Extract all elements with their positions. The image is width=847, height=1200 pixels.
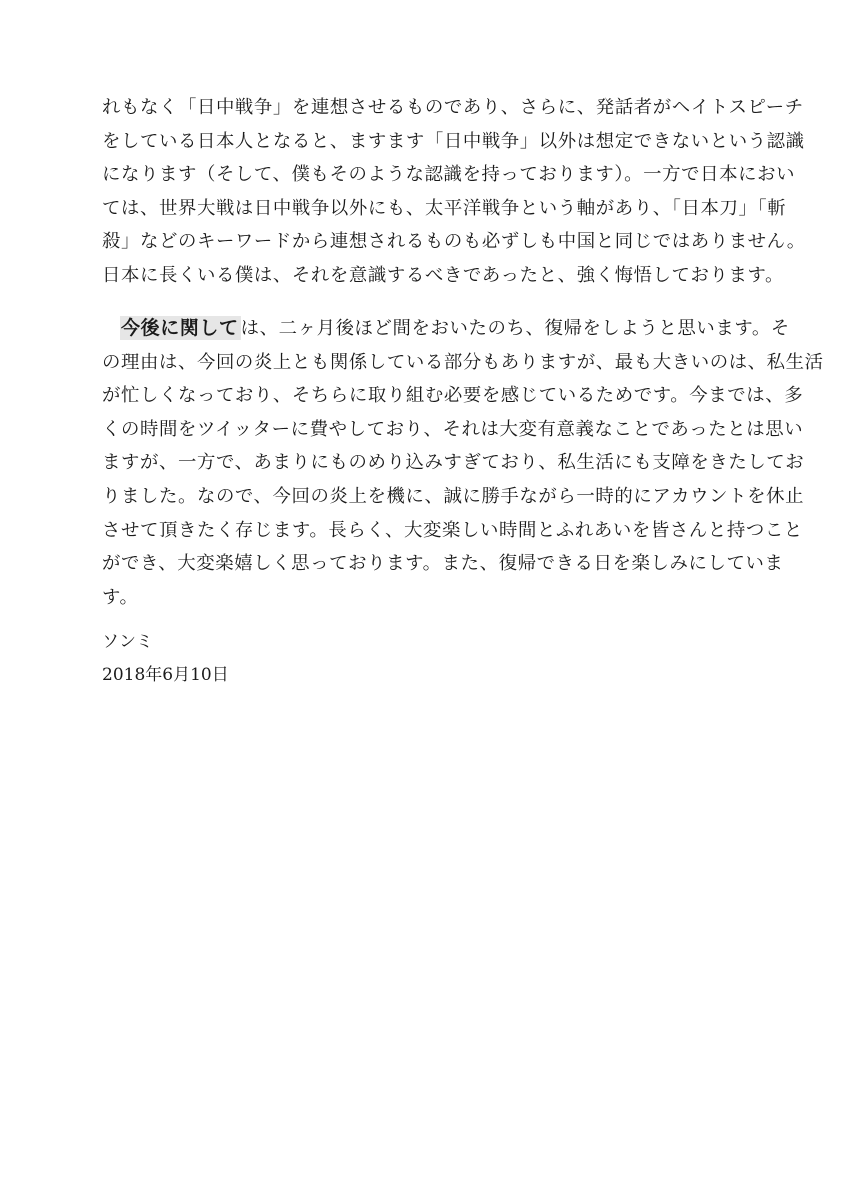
signature-date: 2018年6月10日 xyxy=(102,665,229,685)
paragraph-line: の理由は、今回の炎上とも関係している部分もありますが、最も大きいのは、私生活 xyxy=(102,351,824,373)
paragraph-line: す。 xyxy=(102,586,139,608)
signature-block xyxy=(102,626,229,692)
paragraph-line: をしている日本人となると、ますます「日中戦争」以外は想定できないという認識 xyxy=(102,130,805,152)
paragraph-line: 殺」などのキーワードから連想されるものも必ずしも中国と同じではありません。 xyxy=(102,231,806,253)
paragraph-first-line xyxy=(102,312,790,346)
paragraph-line: くの時間をツイッターに費やしており、それは大変有意義なことであったとは思い xyxy=(102,418,804,440)
paragraph-line: させて頂きたく存じます。長らく、大変楽しい時間とふれあいを皆さんと持つこと xyxy=(102,519,803,541)
signature-name: ソンミ xyxy=(102,632,153,652)
paragraph-2 xyxy=(102,312,824,614)
paragraph-line: になります（そして、僕もそのような認識を持っております）。一方で日本におい xyxy=(102,164,796,186)
highlighted-heading: 今後に関して xyxy=(121,317,239,339)
paragraph-line: ができ、大変楽嬉しく思っております。また、復帰できる日を楽しみにしていま xyxy=(102,553,784,575)
paragraph-line: 日本に長くいる僕は、それを意識するべきであったと、強く悔悟しております。 xyxy=(102,264,785,286)
paragraph-line: が忙しくなっており、そちらに取り組む必要を感じているためです。今までは、多 xyxy=(102,385,804,407)
paragraph-line: ては、世界大戦は日中戦争以外にも、太平洋戦争という軸があり、「日本刀」「斬 xyxy=(102,197,787,219)
paragraph-line: ますが、一方で、あまりにものめり込みすぎており、私生活にも支障をきたしてお xyxy=(102,452,805,474)
paragraph-1 xyxy=(102,91,806,293)
paragraph-line: れもなく「日中戦争」を連想させるものであり、さらに、発話者がヘイトスピーチ xyxy=(102,97,804,118)
first-line-text: は、二ヶ月後ほど間をおいたのち、復帰をしようと思います。そ xyxy=(240,318,790,339)
paragraph-line: りました。なので、今回の炎上を機に、誠に勝手ながら一時的にアカウントを休止 xyxy=(102,485,805,507)
